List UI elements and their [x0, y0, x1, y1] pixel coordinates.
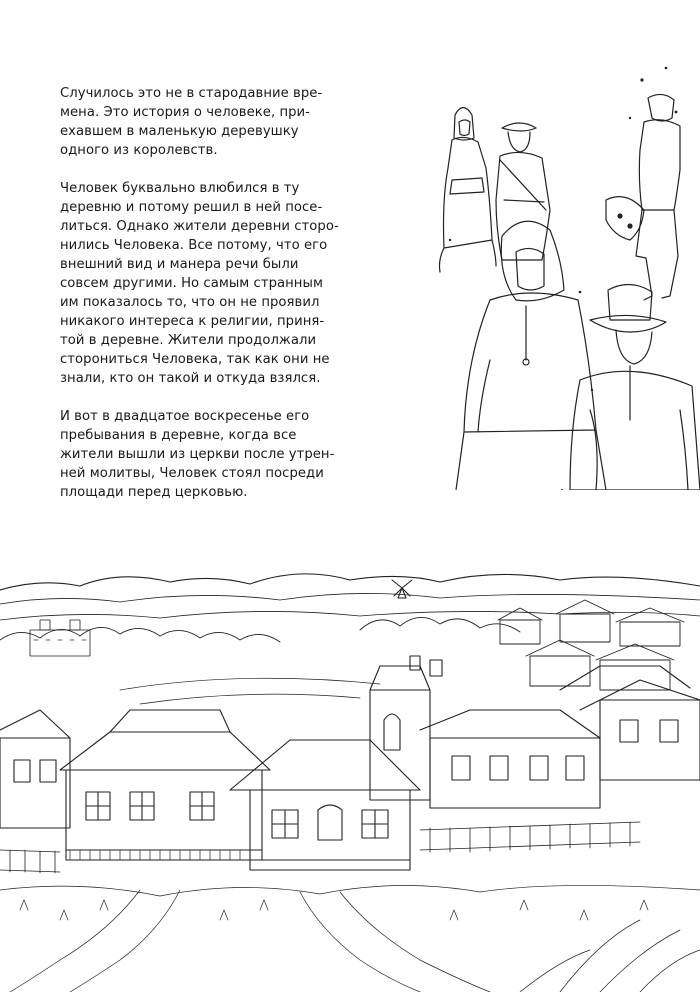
hooded-figure-center [456, 221, 606, 490]
villagers-illustration [430, 60, 700, 490]
houses-right [420, 666, 700, 808]
distant-castle [30, 620, 90, 656]
narration-paragraph-2: Человек буквально влюбился в ту деревню и потому решил в ней посе- литься. Однако жители деревни сторо- нились Человека. Все потому, что его внешний вид и манера речи были совсем другими. Но самым странным им показалось то, что он не проявил никакого интереса к религии, приня- той в деревне. Жители продолжали сторониться Человека, так как они не знали, кто он такой и откуда взялся. [60, 181, 339, 386]
fences [0, 822, 640, 873]
distant-town-right [498, 600, 684, 690]
narration-paragraph-1: Случилось это не в стародавние вре- мена. Это история о человеке, при- ехавшем в маленькую деревушку одного из королевств. [60, 86, 323, 158]
standing-man-right [606, 94, 680, 300]
mountains [0, 574, 700, 590]
house-left [0, 710, 70, 828]
grass-and-paths [0, 885, 700, 992]
hooded-woman-left [440, 108, 497, 273]
village-landscape-illustration [0, 560, 700, 992]
narration-text [60, 84, 350, 521]
man-with-hat [570, 284, 700, 490]
house-front-left [60, 710, 270, 860]
narration-paragraph-3: И вот в двадцатое воскресенье его пребывания в деревне, когда все жители вышли из церкви после утрен- ней молитвы, Человек стоял посреди площади перед церковью. [60, 409, 335, 500]
windmill [392, 580, 412, 598]
man-with-beret [496, 123, 550, 260]
church [370, 656, 442, 800]
